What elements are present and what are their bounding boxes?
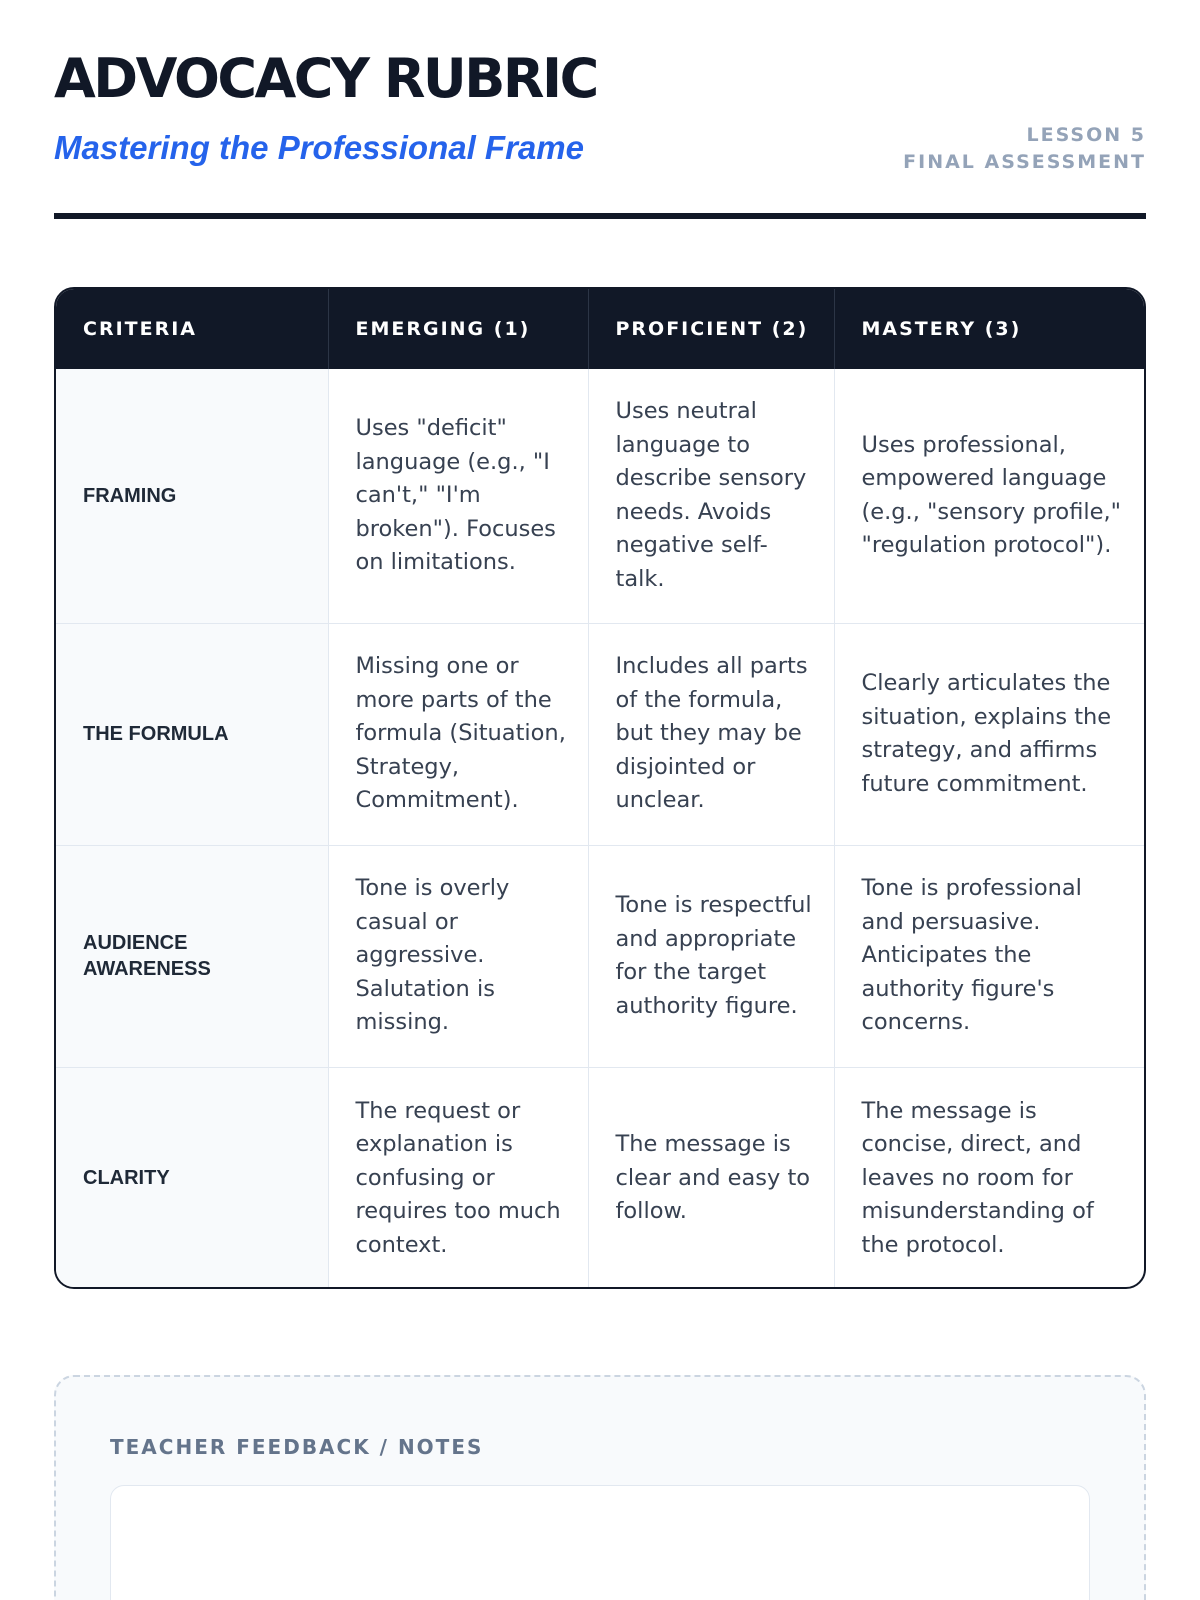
teacher-feedback-section — [54, 1375, 1146, 1600]
emerging-cell: Uses "deficit" language (e.g., "I can't," "I'm broken"). Focuses on limitations. — [328, 369, 588, 623]
mastery-cell: Tone is professional and persuasive. Anticipates the authority figure's concerns. — [834, 845, 1144, 1067]
table-row — [56, 623, 1144, 845]
page-title: ADVOCACY RUBRIC — [54, 47, 597, 110]
proficient-cell: The message is clear and easy to follow. — [588, 1067, 834, 1289]
column-header-proficient: PROFICIENT (2) — [588, 289, 834, 369]
proficient-cell: Includes all parts of the formula, but they may be disjointed or unclear. — [588, 623, 834, 845]
emerging-cell: Tone is overly casual or aggressive. Salutation is missing. — [328, 845, 588, 1067]
proficient-cell: Uses neutral language to describe sensory needs. Avoids negative self-talk. — [588, 369, 834, 623]
page-subtitle: Mastering the Professional Frame — [54, 129, 584, 166]
header-divider — [54, 213, 1146, 219]
emerging-cell: The request or explanation is confusing or requires too much context. — [328, 1067, 588, 1289]
assessment-label: FINAL ASSESSMENT — [903, 150, 1146, 173]
feedback-label: TEACHER FEEDBACK / NOTES — [110, 1435, 484, 1459]
criteria-cell: AUDIENCE AWARENESS — [56, 845, 328, 1067]
criteria-cell: FRAMING — [56, 369, 328, 623]
table-row — [56, 845, 1144, 1067]
assessment-meta — [903, 122, 1146, 175]
column-header-mastery: MASTERY (3) — [834, 289, 1144, 369]
feedback-notes-field[interactable] — [110, 1485, 1090, 1600]
table-row — [56, 1067, 1144, 1289]
emerging-cell: Missing one or more parts of the formula (Situation, Strategy, Commitment). — [328, 623, 588, 845]
column-header-criteria: CRITERIA — [56, 289, 328, 369]
lesson-label: LESSON 5 — [1026, 124, 1146, 146]
page-header — [54, 0, 1146, 222]
column-header-emerging: EMERGING (1) — [328, 289, 588, 369]
mastery-cell: Clearly articulates the situation, explains the strategy, and affirms future commitment. — [834, 623, 1144, 845]
proficient-cell: Tone is respectful and appropriate for the target authority figure. — [588, 845, 834, 1067]
mastery-cell: The message is concise, direct, and leaves no room for misunderstanding of the protocol. — [834, 1067, 1144, 1289]
table-row — [56, 369, 1144, 623]
table-header-row — [56, 289, 1144, 369]
mastery-cell: Uses professional, empowered language (e.g., "sensory profile," "regulation protocol"). — [834, 369, 1144, 623]
rubric-table — [56, 289, 1144, 1289]
criteria-cell: CLARITY — [56, 1067, 328, 1289]
rubric-table-card — [54, 287, 1146, 1289]
criteria-cell: THE FORMULA — [56, 623, 328, 845]
